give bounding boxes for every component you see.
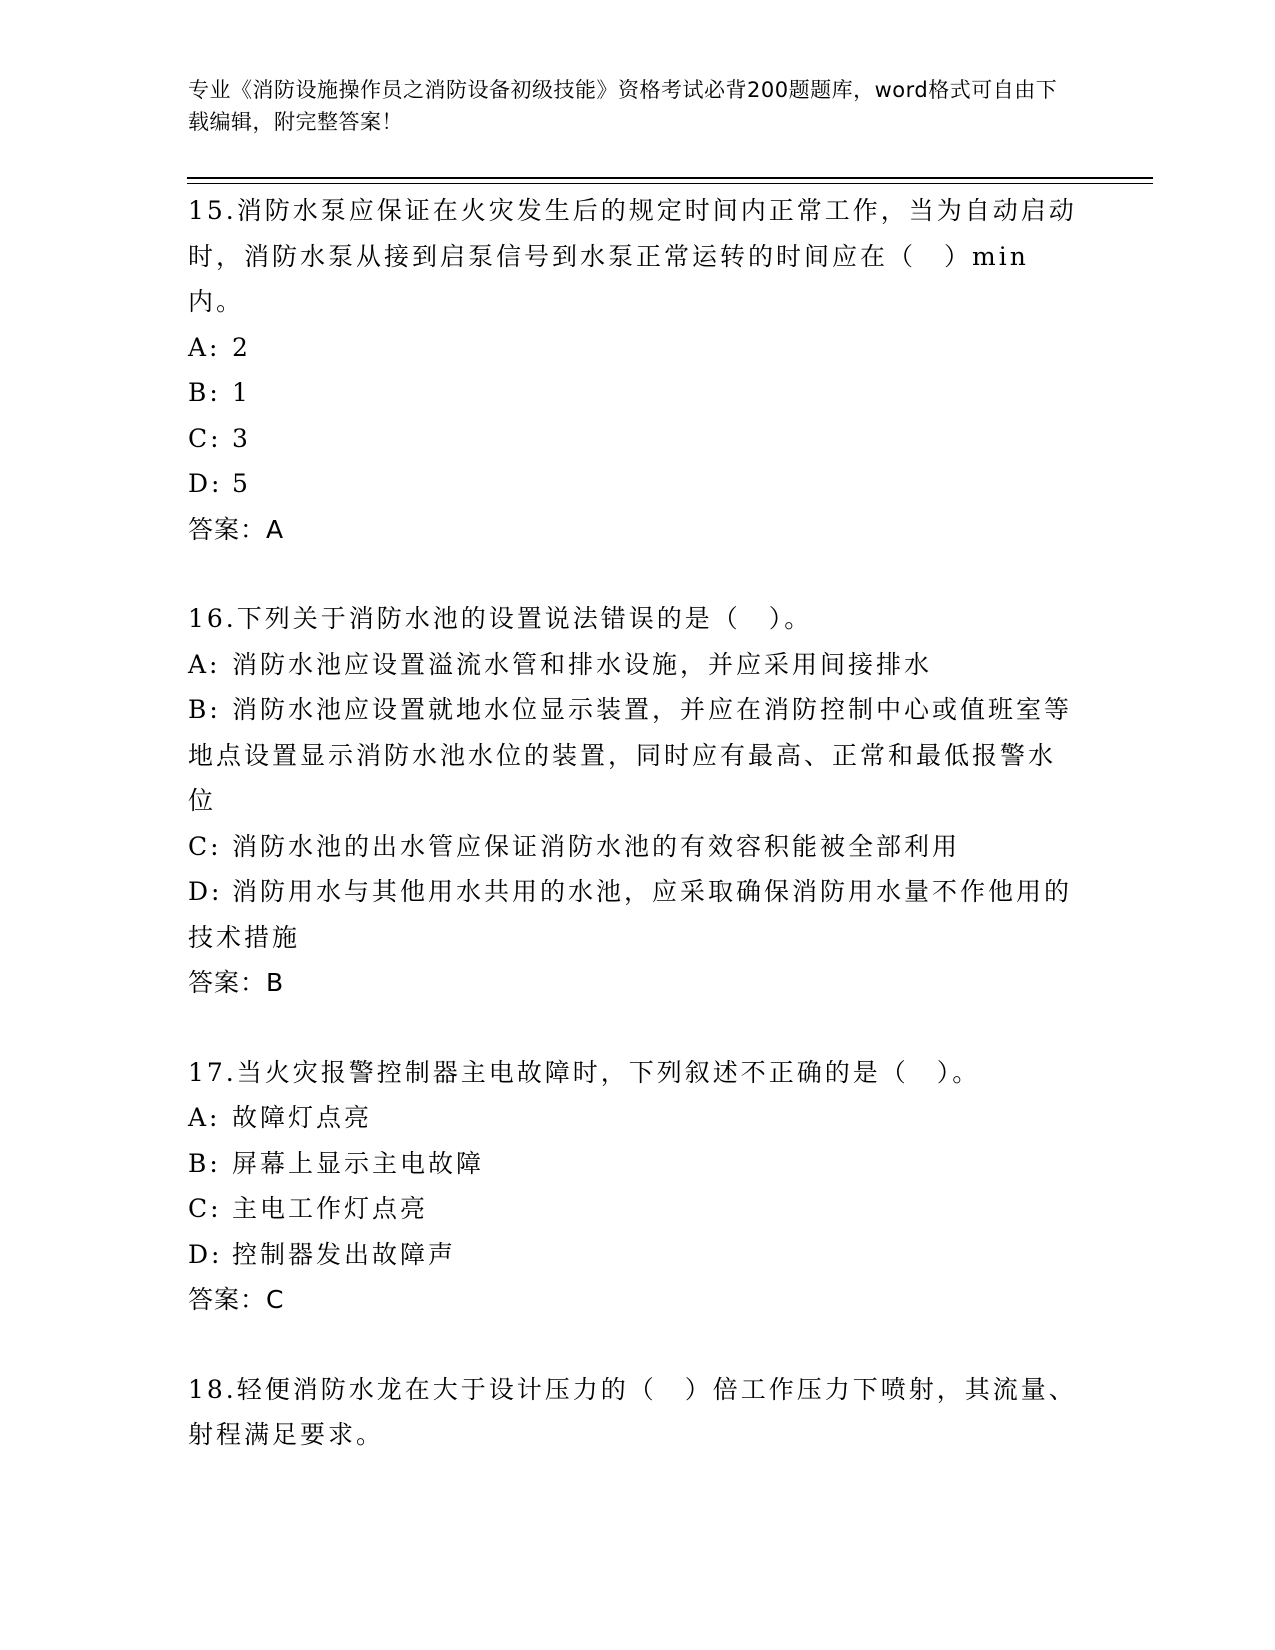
option-c [188, 1186, 1078, 1232]
option-b [188, 1141, 1078, 1187]
question-stem: 17.当火灾报警控制器主电故障时，下列叙述不正确的是（ ）。 [188, 1057, 981, 1087]
question-15 [188, 188, 1078, 552]
question-stem: 15.消防水泵应保证在火灾发生后的规定时间内正常工作，当为自动启动时，消防水泵从接到启泵信号到水泵正常运转的时间应在（ ）min内。 [188, 196, 1077, 316]
question-18 [188, 1367, 1078, 1458]
question-gap [188, 1006, 1078, 1050]
question-gap [188, 1323, 1078, 1367]
option-a [188, 1095, 1078, 1141]
option-letter: B: [188, 378, 221, 407]
question-16 [188, 596, 1078, 1006]
option-letter: D: [188, 469, 223, 498]
option-letter: A: [188, 649, 221, 679]
question-gap [188, 552, 1078, 596]
option-letter: D: [188, 877, 223, 906]
option-a [188, 642, 1078, 688]
option-text: 故障灯点亮 [232, 1103, 373, 1132]
question-stem: 16.下列关于消防水池的设置说法错误的是（ ）。 [188, 604, 813, 633]
option-text: 控制器发出故障声 [232, 1239, 457, 1269]
option-letter: C: [188, 831, 222, 861]
option-letter: B: [188, 695, 221, 724]
option-text: 5 [232, 469, 251, 498]
option-letter: C: [188, 423, 222, 453]
option-text: 1 [232, 378, 251, 407]
header-divider-thick [187, 177, 1153, 179]
option-text: 屏幕上显示主电故障 [232, 1148, 485, 1178]
option-c [188, 416, 1078, 462]
option-text: 消防用水与其他用水共用的水池，应采取确保消防用水量不作他用的技术措施 [188, 877, 1073, 952]
option-letter: C: [188, 1194, 222, 1223]
document-header-title: 专业《消防设施操作员之消防设备初级技能》资格考试必背200题题库，word格式可自由下载编辑，附完整答案！ [188, 78, 1058, 134]
option-text: 主电工作灯点亮 [232, 1194, 429, 1223]
option-d [188, 461, 1078, 507]
option-text: 3 [232, 423, 251, 453]
answer-line: 答案：B [188, 968, 285, 997]
option-text: 消防水池的出水管应保证消防水池的有效容积能被全部利用 [232, 831, 961, 861]
header-divider-thin [187, 183, 1153, 184]
option-d [188, 869, 1078, 960]
option-letter: A: [188, 332, 221, 362]
question-stem: 18.轻便消防水龙在大于设计压力的（ ）倍工作压力下喷射，其流量、射程满足要求。 [188, 1374, 1077, 1449]
option-d [188, 1232, 1078, 1278]
option-letter: D: [188, 1239, 223, 1269]
option-text: 消防水池应设置就地水位显示装置，并应在消防控制中心或值班室等地点设置显示消防水池水位的装置，同时应有最高、正常和最低报警水位 [188, 695, 1073, 815]
answer-line: 答案：A [188, 514, 285, 544]
option-letter: A: [188, 1103, 221, 1132]
option-letter: B: [188, 1148, 221, 1178]
question-17 [188, 1050, 1078, 1323]
option-b [188, 370, 1078, 416]
option-b [188, 687, 1078, 824]
answer-line: 答案：C [188, 1285, 285, 1314]
option-text: 消防水池应设置溢流水管和排水设施，并应采用间接排水 [232, 649, 933, 679]
option-c [188, 824, 1078, 870]
option-text: 2 [232, 332, 251, 362]
question-list [188, 188, 1078, 1458]
option-a [188, 325, 1078, 371]
